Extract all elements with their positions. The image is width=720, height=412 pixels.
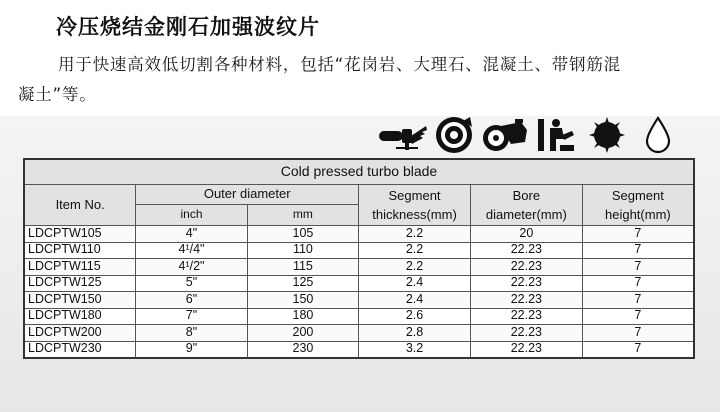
bore-diameter: 22.23 <box>470 325 582 342</box>
segment-thickness: 2.6 <box>359 308 471 325</box>
segment-thickness: 2.2 <box>359 226 471 243</box>
header-segment-thickness: Segment thickness(mm) <box>359 185 471 226</box>
diameter-inch: 4¹/2" <box>136 259 247 276</box>
header-item-no: Item No. <box>24 185 136 226</box>
header-segment-height: Segment height(mm) <box>582 185 694 226</box>
segment-height: 7 <box>582 259 694 276</box>
diameter-mm: 115 <box>247 259 358 276</box>
segment-thickness: 2.8 <box>359 325 471 342</box>
diameter-inch: 4¹/4" <box>136 242 247 259</box>
table-row <box>24 242 694 259</box>
diameter-inch: 6" <box>136 292 247 309</box>
diameter-mm: 150 <box>247 292 358 309</box>
bore-diameter: 20 <box>470 226 582 243</box>
header-inch: inch <box>136 205 247 226</box>
description-line-1: 用于快速高效低切割各种材料，包括“花岗岩、大理石、混凝土、带钢筋混 <box>58 55 621 74</box>
segment-height: 7 <box>582 292 694 309</box>
table-caption: Cold pressed turbo blade <box>24 159 694 185</box>
bore-diameter: 22.23 <box>470 292 582 309</box>
table-row <box>24 341 694 358</box>
diameter-inch: 4" <box>136 226 247 243</box>
diameter-inch: 7" <box>136 308 247 325</box>
bore-diameter: 22.23 <box>470 242 582 259</box>
segment-height: 7 <box>582 341 694 358</box>
segment-height: 7 <box>582 275 694 292</box>
item-code: LDCPTW230 <box>24 341 136 358</box>
bore-diameter: 22.23 <box>470 259 582 276</box>
diameter-inch: 9" <box>136 341 247 358</box>
segment-height: 7 <box>582 325 694 342</box>
segment-thickness: 2.2 <box>359 242 471 259</box>
wall-chaser-icon <box>530 115 581 155</box>
diameter-inch: 5" <box>136 275 247 292</box>
circular-saw-blade-icon <box>428 115 479 155</box>
page-title: 冷压烧结金刚石加强波纹片 <box>56 15 320 39</box>
header-outer-diameter: Outer diameter <box>136 185 359 205</box>
segment-thickness: 3.2 <box>359 341 471 358</box>
segment-height: 7 <box>582 242 694 259</box>
segment-height: 7 <box>582 308 694 325</box>
diameter-mm: 105 <box>247 226 358 243</box>
bore-diameter: 22.23 <box>470 308 582 325</box>
table-row <box>24 275 694 292</box>
wet-cutting-icon <box>632 115 683 155</box>
item-code: LDCPTW115 <box>24 259 136 276</box>
item-code: LDCPTW180 <box>24 308 136 325</box>
segment-thickness: 2.4 <box>359 292 471 309</box>
segment-height: 7 <box>582 226 694 243</box>
product-description <box>18 50 708 110</box>
table-row <box>24 292 694 309</box>
table-row <box>24 308 694 325</box>
item-code: LDCPTW150 <box>24 292 136 309</box>
diameter-mm: 180 <box>247 308 358 325</box>
table-row <box>24 325 694 342</box>
specification-table <box>23 158 695 359</box>
segment-thickness: 2.4 <box>359 275 471 292</box>
header-bore-diameter: Bore diameter(mm) <box>470 185 582 226</box>
diameter-inch: 8" <box>136 325 247 342</box>
item-code: LDCPTW125 <box>24 275 136 292</box>
diameter-mm: 230 <box>247 341 358 358</box>
dry-cutting-icon <box>581 115 632 155</box>
item-code: LDCPTW110 <box>24 242 136 259</box>
table-row <box>24 259 694 276</box>
diameter-mm: 200 <box>247 325 358 342</box>
description-line-2: 凝土”等。 <box>18 85 97 104</box>
bore-diameter: 22.23 <box>470 275 582 292</box>
bore-diameter: 22.23 <box>470 341 582 358</box>
table-row <box>24 226 694 243</box>
item-code: LDCPTW105 <box>24 226 136 243</box>
application-icons <box>377 115 683 155</box>
diameter-mm: 110 <box>247 242 358 259</box>
item-code: LDCPTW200 <box>24 325 136 342</box>
segment-thickness: 2.2 <box>359 259 471 276</box>
angle-grinder-icon <box>377 115 428 155</box>
header-mm: mm <box>247 205 358 226</box>
cut-off-saw-icon <box>479 115 530 155</box>
diameter-mm: 125 <box>247 275 358 292</box>
